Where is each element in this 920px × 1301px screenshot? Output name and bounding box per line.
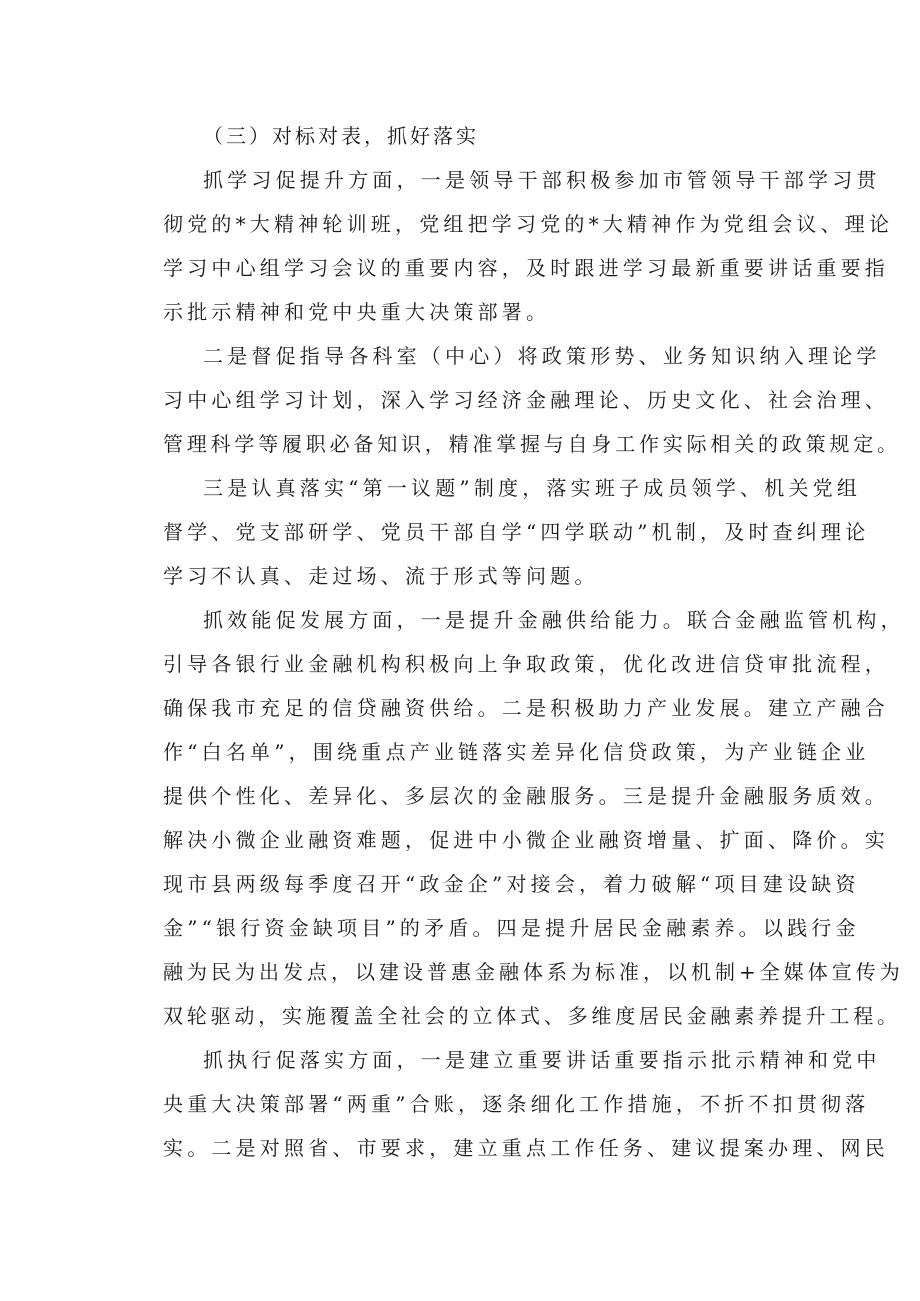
paragraph-line: 示批示精神和党中央重大决策部署。 (163, 300, 551, 324)
paragraph-line: 双轮驱动，实施覆盖全社会的立体式、多维度居民金融素养提升工程。 (163, 1004, 901, 1028)
paragraph-line: 学习中心组学习会议的重要内容，及时跟进学习最新重要讲话重要指 (163, 256, 889, 280)
section-heading: （三）对标对表，抓好落实 (203, 124, 479, 148)
paragraph-line: 提供个性化、差异化、多层次的金融服务。三是提升金融服务质效。 (163, 784, 889, 808)
paragraph-line: 确保我市充足的信贷融资供给。二是积极助力产业发展。建立产融合 (163, 696, 889, 720)
paragraph-line: 三是认真落实“第一议题”制度，落实班子成员领学、机关党组 (203, 476, 862, 500)
paragraph-line: 学习不认真、走过场、流于形式等问题。 (163, 564, 599, 588)
paragraph-line: 抓执行促落实方面，一是建立重要讲话重要指示批示精神和党中 (203, 1048, 881, 1072)
paragraph-line: 管理科学等履职必备知识，精准掌握与自身工作实际相关的政策规定。 (163, 432, 901, 456)
paragraph-line: 习中心组学习计划，深入学习经济金融理论、历史文化、社会治理、 (163, 388, 889, 412)
paragraph-line: 解决小微企业融资难题，促进中小微企业融资增量、扩面、降价。实 (163, 828, 889, 852)
paragraph-line: 二是督促指导各科室（中心）将政策形势、业务知识纳入理论学 (203, 344, 881, 368)
paragraph-line: 作“白名单”，围绕重点产业链落实差异化信贷政策，为产业链企业 (163, 740, 870, 764)
paragraph-line: 督学、党支部研学、党员干部自学“四学联动”机制，及时查纠理论 (163, 520, 870, 544)
paragraph-line: 金”“银行资金缺项目”的矛盾。四是提升居民金融素养。以践行金 (163, 916, 860, 940)
paragraph-line: 引导各银行业金融机构积极向上争取政策，优化改进信贷审批流程， (163, 652, 889, 676)
paragraph-line: 抓效能促发展方面，一是提升金融供给能力。联合金融监管机构， (203, 608, 905, 632)
paragraph-line: 现市县两级每季度召开“政金企”对接会，着力破解“项目建设缺资 (163, 872, 860, 896)
paragraph-line: 彻党的*大精神轮训班，党组把学习党的*大精神作为党组会议、理论 (163, 212, 894, 236)
paragraph-line: 央重大决策部署“两重”合账，逐条细化工作措施，不折不扣贯彻落 (163, 1092, 870, 1116)
paragraph-line: 融为民为出发点，以建设普惠金融体系为标准，以机制+全媒体宣传为 (163, 960, 904, 984)
paragraph-line: 实。二是对照省、市要求，建立重点工作任务、建议提案办理、网民 (163, 1136, 889, 1160)
paragraph-line: 抓学习促提升方面，一是领导干部积极参加市管领导干部学习贯 (203, 168, 881, 192)
